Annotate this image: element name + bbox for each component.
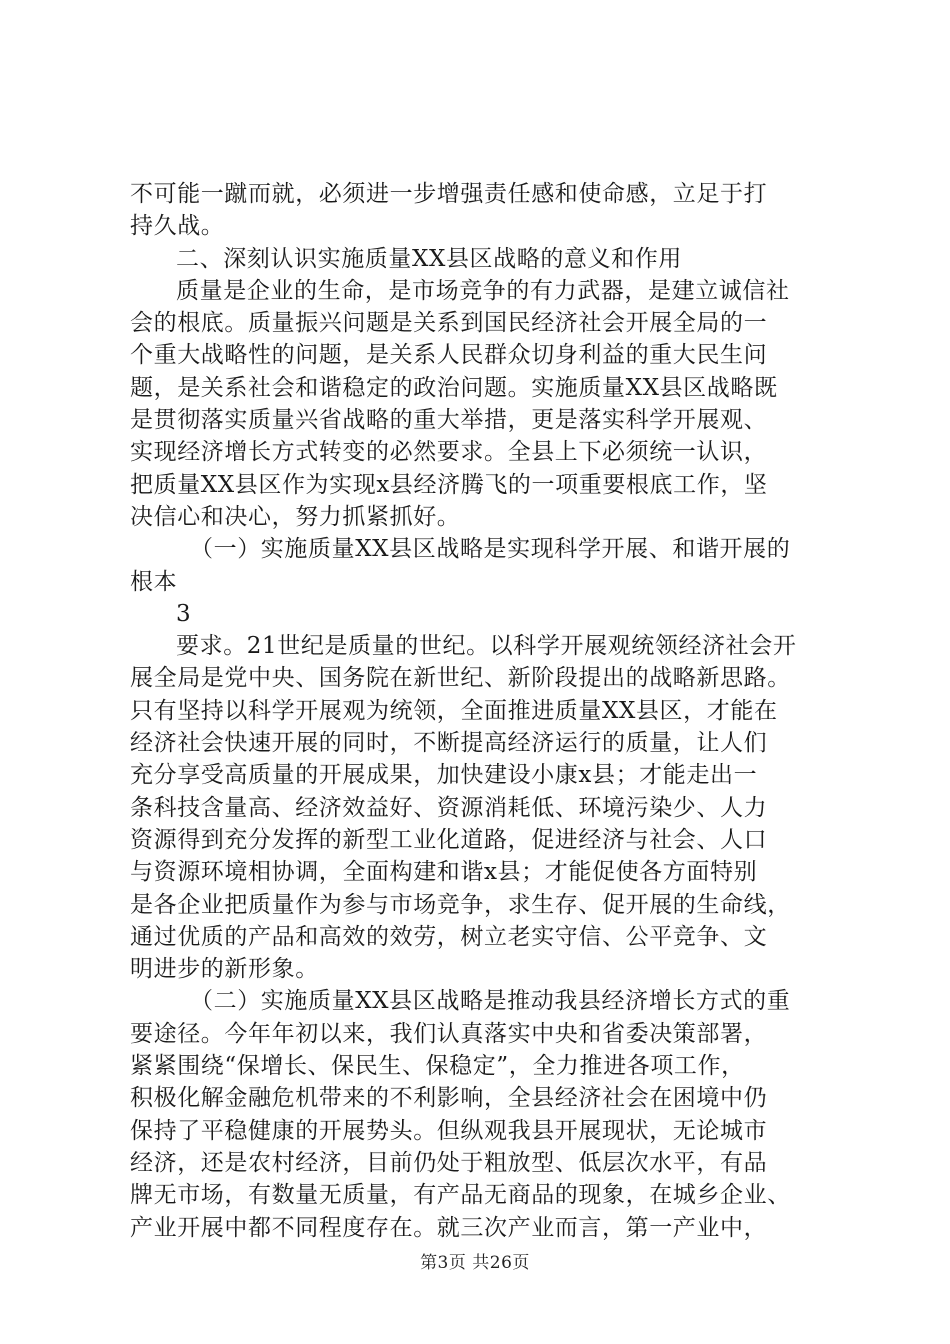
text-line: 根本 xyxy=(130,568,178,595)
text-line: 通过优质的产品和高效的效劳，树立老实守信、公平竞争、文 xyxy=(130,923,768,950)
text-line: 题，是关系社会和谐稳定的政治问题。实施质量XX县区战略既 xyxy=(130,374,778,401)
text-line: 产业开展中都不同程度存在。就三次产业而言，第一产业中， xyxy=(130,1214,768,1241)
text-line: 是各企业把质量作为参与市场竞争，求生存、促开展的生命线， xyxy=(130,891,791,918)
text-line: 要求。21世纪是质量的世纪。以科学开展观统领经济社会开 xyxy=(176,633,797,660)
page-footer: 第3页 共26页 xyxy=(420,1253,530,1273)
text-line: 积极化解金融危机带来的不利影响，全县经济社会在困境中仍 xyxy=(130,1085,768,1112)
text-line: 实现经济增长方式转变的必然要求。全县上下必须统一认识， xyxy=(130,439,768,466)
text-line: 保持了平稳健康的开展势头。但纵观我县开展现状，无论城市 xyxy=(130,1117,768,1144)
text-line: 展全局是党中央、国务院在新世纪、新阶段提出的战略新思路。 xyxy=(130,665,791,692)
document-body xyxy=(130,178,842,1244)
text-line: 牌无市场，有数量无质量，有产品无商品的现象，在城乡企业、 xyxy=(130,1182,791,1209)
text-line: 经济，还是农村经济，目前仍处于粗放型、低层次水平，有品 xyxy=(130,1149,768,1176)
section-heading: 二、深刻认识实施质量XX县区战略的意义和作用 xyxy=(176,245,682,272)
text-line: 个重大战略性的问题，是关系人民群众切身利益的重大民生问 xyxy=(130,342,768,369)
text-line: 是贯彻落实质量兴省战略的重大举措，更是落实科学开展观、 xyxy=(130,407,768,434)
text-line: 明进步的新形象。 xyxy=(130,956,319,983)
text-line: 紧紧围绕“保增长、保民生、保稳定”，全力推进各项工作， xyxy=(130,1053,745,1080)
subsection-heading: （二）实施质量XX县区战略是推动我县经济增长方式的重 xyxy=(190,988,791,1015)
text-line: 经济社会快速开展的同时，不断提高经济运行的质量，让人们 xyxy=(130,730,768,757)
text-line: 只有坚持以科学开展观为统领，全面推进质量XX县区，才能在 xyxy=(130,697,778,724)
subsection-heading: （一）实施质量XX县区战略是实现科学开展、和谐开展的 xyxy=(190,536,791,563)
text-line: 资源得到充分发挥的新型工业化道路，促进经济与社会、人口 xyxy=(130,826,768,853)
text-line: 要途径。今年年初以来，我们认真落实中央和省委决策部署， xyxy=(130,1020,768,1047)
text-line: 条科技含量高、经济效益好、资源消耗低、环境污染少、人力 xyxy=(130,794,768,821)
text-line: 不可能一蹴而就，必须进一步增强责任感和使命感，立足于打 xyxy=(130,181,768,207)
text-line: 充分享受高质量的开展成果，加快建设小康x县；才能走出一 xyxy=(130,762,758,789)
text-line: 质量是企业的生命，是市场竞争的有力武器，是建立诚信社 xyxy=(176,277,790,304)
text-line: 把质量XX县区作为实现x县经济腾飞的一项重要根底工作，坚 xyxy=(130,471,768,498)
text-line: 与资源环境相协调，全面构建和谐x县；才能促使各方面特别 xyxy=(130,859,758,886)
inline-page-number: 3 xyxy=(176,600,192,627)
text-line: 决信心和决心，努力抓紧抓好。 xyxy=(130,503,461,530)
text-line: 持久战。 xyxy=(130,213,225,240)
text-line: 会的根底。质量振兴问题是关系到国民经济社会开展全局的一 xyxy=(130,310,768,337)
